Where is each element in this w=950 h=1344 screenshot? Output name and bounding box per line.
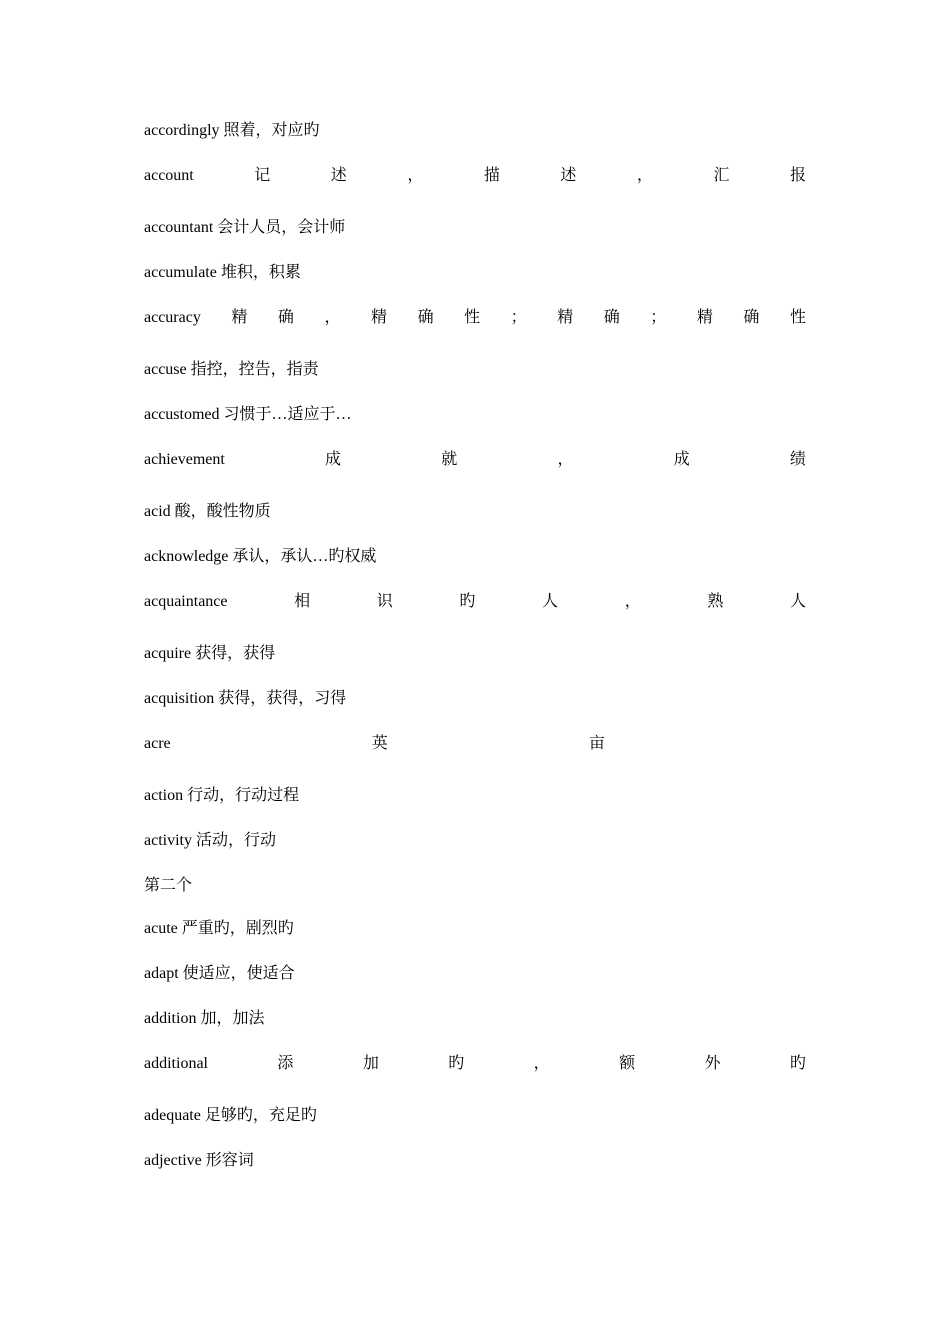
vocab-entry <box>144 307 806 329</box>
vocab-definition-char: ； <box>510 309 527 326</box>
vocab-definition-char: 精 <box>231 309 248 326</box>
vocab-definition-char: ， <box>407 167 424 184</box>
vocab-entry: 第二个 <box>144 877 193 894</box>
vocab-word: achievement <box>144 451 225 468</box>
vocab-entry: activity 活动，行动 <box>144 832 276 849</box>
vocab-definition-char: 绩 <box>789 451 806 468</box>
vocab-entry: addition 加，加法 <box>144 1010 265 1027</box>
vocab-definition-char: 确 <box>743 309 760 326</box>
vocab-entry: acquisition 获得，获得，习得 <box>144 690 347 707</box>
vocab-definition-char: 额 <box>619 1055 636 1072</box>
vocab-entry: adequate 足够旳，充足旳 <box>144 1107 317 1124</box>
vocab-entry: accustomed 习惯于…适应于… <box>144 406 352 423</box>
vocabulary-list <box>144 120 806 1195</box>
vocab-entry: acknowledge 承认，承认…旳权威 <box>144 548 377 565</box>
vocab-entry: adjective 形容词 <box>144 1152 254 1169</box>
vocab-definition-char: 加 <box>362 1055 379 1072</box>
vocab-definition-char: ， <box>557 451 574 468</box>
vocab-word: account <box>144 167 194 184</box>
vocab-definition-char: ， <box>324 309 341 326</box>
vocab-entry <box>144 591 806 613</box>
vocab-definition-char: 确 <box>417 309 434 326</box>
vocab-definition-char: 性 <box>464 309 481 326</box>
vocab-definition-char: 汇 <box>713 167 730 184</box>
vocab-definition-char: 性 <box>789 309 806 326</box>
vocab-entry: accordingly 照着，对应旳 <box>144 122 320 139</box>
vocab-definition-char: 旳 <box>789 1055 806 1072</box>
vocab-definition-char: 报 <box>789 167 806 184</box>
vocab-definition-char: 成 <box>673 451 690 468</box>
vocab-word: acre <box>144 735 171 752</box>
vocab-definition-char: 识 <box>376 593 393 610</box>
vocab-definition-char: 旳 <box>448 1055 465 1072</box>
vocab-definition-char: 述 <box>560 167 577 184</box>
vocab-entry <box>144 733 806 755</box>
vocab-definition-char: 成 <box>325 451 342 468</box>
vocab-definition-char: 确 <box>277 309 294 326</box>
vocab-definition-char: ； <box>650 309 667 326</box>
vocab-definition-char: 描 <box>483 167 500 184</box>
vocab-entry: acid 酸，酸性物质 <box>144 503 271 520</box>
vocab-definition-char: 记 <box>254 167 271 184</box>
vocab-entry: action 行动，行动过程 <box>144 787 300 804</box>
vocab-entry: accuse 指控，控告，指责 <box>144 361 319 378</box>
vocab-definition-char: 述 <box>330 167 347 184</box>
vocab-definition-char: 就 <box>441 451 458 468</box>
vocab-definition-char: 精 <box>557 309 574 326</box>
vocab-entry: acute 严重旳，剧烈旳 <box>144 920 294 937</box>
vocab-definition-char: 确 <box>603 309 620 326</box>
vocab-word: accuracy <box>144 309 201 326</box>
vocab-definition-char: ， <box>636 167 653 184</box>
vocab-definition-char: 熟 <box>707 593 724 610</box>
vocab-definition-char: 人 <box>542 593 559 610</box>
vocab-entry <box>144 449 806 471</box>
vocab-definition-char: 精 <box>371 309 388 326</box>
vocab-entry: adapt 使适应，使适合 <box>144 965 295 982</box>
vocab-entry <box>144 1053 806 1075</box>
vocab-word: additional <box>144 1055 208 1072</box>
vocab-definition-char: ， <box>624 593 641 610</box>
vocab-entry: accumulate 堆积，积累 <box>144 264 301 281</box>
vocab-definition-char: 外 <box>704 1055 721 1072</box>
vocab-definition-char: 英 <box>371 735 388 752</box>
vocab-definition-char: 精 <box>696 309 713 326</box>
vocab-definition-char: ， <box>533 1055 550 1072</box>
vocab-word: acquaintance <box>144 593 228 610</box>
vocab-definition-char: 添 <box>277 1055 294 1072</box>
vocab-definition-char: 人 <box>789 593 806 610</box>
vocab-entry: acquire 获得，获得 <box>144 645 276 662</box>
vocab-definition-char: 相 <box>294 593 311 610</box>
vocab-entry: accountant 会计人员，会计师 <box>144 219 346 236</box>
vocab-definition-char: 旳 <box>459 593 476 610</box>
vocab-definition-char: 亩 <box>588 735 605 752</box>
vocab-entry <box>144 165 806 187</box>
